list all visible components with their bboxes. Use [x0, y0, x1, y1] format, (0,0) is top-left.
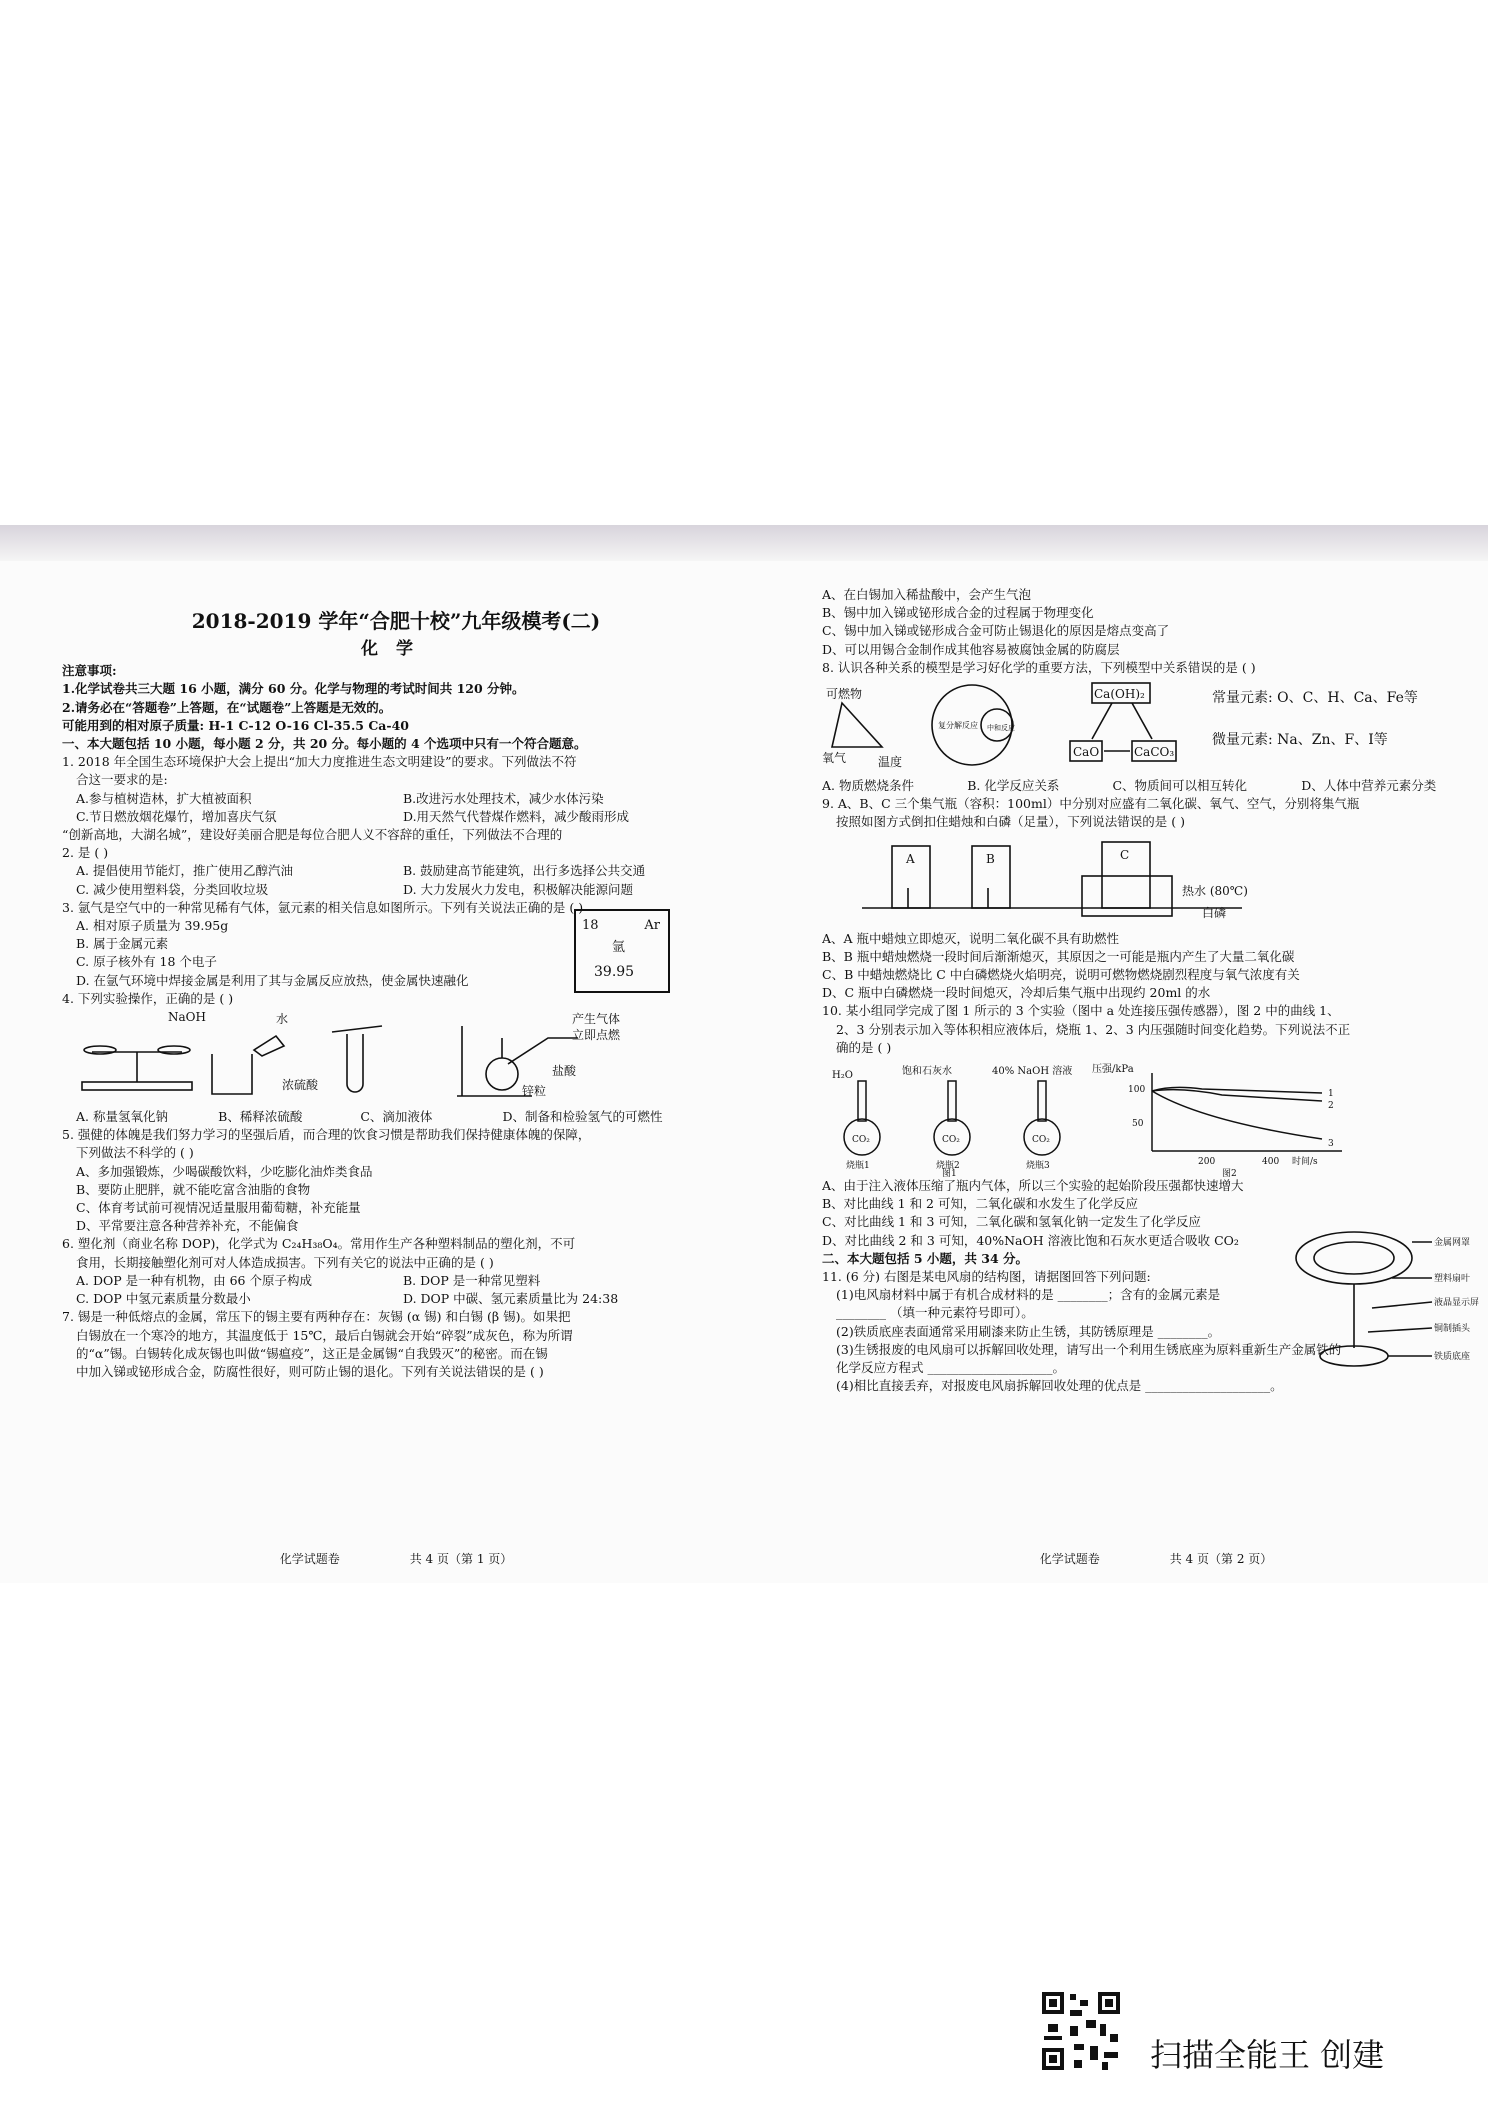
q4-apparatus-figure — [62, 1012, 730, 1104]
question-text: 5. 强健的体魄是我们努力学习的坚强后盾，而合理的饮食习惯是帮助我们保持健康体魄的保障， — [62, 1127, 591, 1143]
co2-label: CO₂ — [852, 1135, 870, 1146]
section-heading: 一、本大题包括 10 小题，每小题 2 分，共 20 分。每小题的 4 个选项中只有一个符合题意。 — [62, 736, 587, 752]
fan-label: 液晶显示屏 — [1434, 1298, 1480, 1309]
question-text: (2)铁质底座表面通常采用刷漆来防止生锈，其防锈原理是 ________。 — [836, 1323, 1221, 1339]
option: B. DOP 是一种常见塑料 — [403, 1272, 541, 1288]
page-1 — [62, 540, 730, 1576]
micro-elements: 微量元素: Na、Zn、F、I等 — [1212, 732, 1388, 749]
option: D、对比曲线 2 和 3 可知，40%NaOH 溶液比饱和石灰水更适合吸收 CO₂ — [822, 1232, 1239, 1248]
option: A. 物质燃烧条件 — [822, 778, 914, 794]
question-text: (1)电风扇材料中属于有机合成材料的是 ________；含有的金属元素是 — [836, 1287, 1221, 1303]
page-footer — [822, 1550, 1488, 1568]
question-text: 8. 认识各种关系的模型是学习好化学的重要方法，下列模型中关系错误的是 ( ) — [822, 659, 1256, 675]
oxygen-label: 氧气 — [822, 751, 847, 766]
zinc-label: 锌粒 — [522, 1084, 547, 1099]
jar-b-label: B — [986, 851, 995, 866]
option: B. 鼓励建高节能建筑，出行多选择公共交通 — [403, 863, 646, 879]
option: A. 提倡使用节能灯，推广使用乙醇汽油 — [76, 863, 293, 879]
co2-label: CO₂ — [1032, 1135, 1050, 1146]
temp-label: 温度 — [878, 755, 903, 770]
option: D、平常要注意各种营养补充，不能偏食 — [76, 1218, 299, 1234]
option: C、锡中加入锑或铋形成合金可防止锡退化的原因是熔点变高了 — [822, 623, 1170, 639]
scanner-watermark: 扫描全能王 创建 — [1150, 2036, 1385, 2074]
inner-circle-label: 中和反应 — [987, 724, 1015, 733]
atomic-mass-line: 可能用到的相对原子质量: H-1 C-12 O-16 Cl-35.5 Ca-40 — [62, 717, 409, 733]
question-text: 的“α”锡。白锡转化成灰锡也叫做“锡瘟疫”，这正是金属锡“自我毁灭”的秘密。而在锡 — [76, 1345, 548, 1361]
option: B. 属于金属元素 — [76, 936, 169, 952]
page-footer — [62, 1550, 730, 1568]
question-text: 白锡放在一个寒冷的地方，其温度低于 15℃，最后白锡就会开始“碎裂”成灰色，称为所谓 — [76, 1327, 573, 1343]
outer-circle-label: 复分解反应 — [938, 721, 978, 731]
flask2-label: 烧瓶2 — [936, 1161, 960, 1172]
question-text: 11. (6 分) 右图是某电风扇的结构图，请据图回答下列问题: — [822, 1269, 1151, 1285]
question-text: 10. 某小组同学完成了图 1 所示的 3 个实验（图中 a 处连接压强传感器），图 2 中的曲线 1、 — [822, 1003, 1340, 1019]
atomic-number: 18 — [582, 918, 599, 934]
macro-elements: 常量元素: O、C、H、Ca、Fe等 — [1212, 690, 1418, 707]
fan-label: 金属网罩 — [1434, 1238, 1471, 1249]
question-text: 2. 是 ( ) — [62, 845, 109, 861]
option: C. 减少使用塑料袋，分类回收垃圾 — [76, 881, 269, 897]
question-text: 合这一要求的是: — [76, 772, 168, 788]
qr-code-icon — [1040, 1990, 1122, 2072]
question-text: (3)生锈报废的电风扇可以拆解回收处理，请写出一个利用生锈底座为原料重新生产金属铁的 — [836, 1341, 1342, 1357]
gas-label: 产生气体 — [572, 1012, 621, 1027]
option: B、对比曲线 1 和 2 可知，二氧化碳和水发生了化学反应 — [822, 1196, 1138, 1212]
page-2 — [822, 540, 1488, 1576]
jar-c-label: C — [1120, 847, 1130, 862]
fig2-label: 图2 — [1222, 1169, 1237, 1180]
question-text: 化学反应方程式 ____________________。 — [836, 1360, 1065, 1376]
caoh2-label: Ca(OH)₂ — [1094, 687, 1145, 702]
question-text: “创新高地，大湖名城”，建设好美丽合肥是每位合肥人义不容辞的重任，下列做法不合理的 — [62, 827, 563, 843]
option: C、物质间可以相互转化 — [1112, 778, 1248, 794]
question-text: 9. A、B、C 三个集气瓶（容积：100ml）中分别对应盛有二氧化碳、氧气、空气，分别将集气瓶 — [822, 796, 1360, 812]
acid-label: 浓硫酸 — [282, 1078, 319, 1093]
option: A.参与植树造林，扩大植被面积 — [76, 790, 252, 806]
question-text: 食用，长期接触塑化剂可对人体造成损害。下列有关它的说法中正确的是 ( ) — [76, 1254, 494, 1270]
notes-title: 注意事项: — [62, 663, 117, 679]
option: A. 称量氢氧化钠 — [76, 1109, 168, 1125]
white-phosphorus-label: 白磷 — [1202, 905, 1227, 920]
option: C.节日燃放烟花爆竹，增加喜庆气氛 — [76, 808, 277, 824]
curve-2-label: 2 — [1328, 1101, 1334, 1112]
fig1-label: 图1 — [942, 1169, 957, 1180]
option: A. DOP 是一种有机物，由 66 个原子构成 — [76, 1272, 312, 1288]
jar-a-label: A — [906, 851, 915, 866]
option: C、对比曲线 1 和 3 可知，二氧化碳和氢氧化钠一定发生了化学反应 — [822, 1214, 1201, 1230]
subject-title: 化学 — [361, 639, 431, 659]
footer-label: 化学试题卷 — [279, 1551, 340, 1566]
note-line: 1.化学试卷共三大题 16 小题，满分 60 分。化学与物理的考试时间共 120 分钟。 — [62, 681, 525, 697]
caco3-label: CaCO₃ — [1134, 745, 1175, 760]
option: A、在白锡加入稀盐酸中，会产生气泡 — [822, 587, 1032, 602]
q10-figure — [822, 1061, 1488, 1180]
option: A、多加强锻炼，少喝碳酸饮料，少吃膨化油炸类食品 — [76, 1163, 373, 1179]
option: C. DOP 中氢元素质量分数最小 — [76, 1291, 251, 1307]
water-label: H₂O — [832, 1070, 853, 1082]
question-text: 2、3 分别表示加入等体积相应液体后，烧瓶 1、2、3 内压强随时间变化趋势。下列说法不正 — [836, 1021, 1351, 1037]
question-text: 中加入锑或铋形成合金，防腐性很好，则可防止锡的退化。下列有关说法错误的是 ( ) — [76, 1363, 544, 1379]
footer-label: 化学试题卷 — [1039, 1551, 1100, 1566]
pressure-axis-label: 压强/kPa — [1092, 1064, 1134, 1076]
question-text: (4)相比直接丢弃，对报废电风扇拆解回收处理的优点是 ____________________。 — [836, 1378, 1283, 1394]
option: B、稀释浓硫酸 — [218, 1109, 303, 1125]
x-tick-400: 400 — [1262, 1157, 1280, 1168]
curve-3-label: 3 — [1328, 1139, 1334, 1150]
q8-models-figure — [822, 681, 1488, 773]
flask1-label: 烧瓶1 — [846, 1161, 870, 1172]
co2-label: CO₂ — [942, 1135, 960, 1146]
element-name: 氩 — [612, 940, 626, 956]
y-tick-100: 100 — [1128, 1085, 1146, 1096]
question-text: 4. 下列实验操作，正确的是 ( ) — [62, 990, 234, 1006]
cao-label: CaO — [1073, 745, 1100, 760]
note-line: 2.请务必在“答题卷”上答题，在“试题卷”上答题是无效的。 — [62, 699, 392, 715]
q9-jars-figure — [822, 836, 1488, 926]
option: C、B 中蜡烛燃烧比 C 中白磷燃烧火焰明亮，说明可燃物燃烧剧烈程度与氧气浓度有关 — [822, 967, 1300, 983]
question-text: 1. 2018 年全国生态环境保护大会上提出“加大力度推进生态文明建设”的要求。下列做法不符 — [62, 754, 577, 770]
curve-1-label: 1 — [1328, 1089, 1334, 1100]
question-text: ________ （填一种元素符号即可）。 — [836, 1305, 1034, 1321]
fan-label: 铜制插头 — [1434, 1324, 1471, 1335]
option: B.改进污水处理技术，减少水体污染 — [403, 790, 604, 806]
section-heading: 二、本大题包括 5 小题，共 34 分。 — [822, 1250, 1029, 1266]
option: B、B 瓶中蜡烛燃烧一段时间后渐渐熄灭，其原因之一可能是瓶内产生了大量二氧化碳 — [822, 948, 1295, 964]
fuel-label: 可燃物 — [826, 687, 863, 702]
exam-title: 2018-2019 学年“合肥十校”九年级模考(二) — [191, 609, 601, 633]
naoh-label: NaOH — [168, 1010, 206, 1025]
fan-label: 铁质底座 — [1434, 1352, 1471, 1363]
flask3-label: 烧瓶3 — [1026, 1161, 1050, 1172]
argon-element-card — [574, 909, 670, 993]
fan-label: 塑料扇叶 — [1434, 1274, 1471, 1285]
option: D. DOP 中碳、氢元素质量比为 24:38 — [403, 1291, 619, 1307]
option: A、A 瓶中蜡烛立即熄灭，说明二氧化碳不具有助燃性 — [822, 930, 1120, 946]
hot-water-label: 热水 (80℃) — [1182, 883, 1248, 898]
option: C、滴加液体 — [360, 1109, 433, 1125]
option: D. 在氩气环境中焊接金属是利用了其与金属反应放热，使金属快速融化 — [76, 972, 469, 988]
gas-jar-illustration — [822, 836, 1488, 926]
option: C. 原子核外有 18 个电子 — [76, 954, 217, 970]
option: D、C 瓶中白磷燃烧一段时间熄灭，冷却后集气瓶中出现约 20ml 的水 — [822, 985, 1211, 1001]
y-tick-50: 50 — [1132, 1119, 1144, 1130]
x-tick-200: 200 — [1198, 1157, 1216, 1168]
page-number: 共 4 页（第 1 页） — [409, 1551, 513, 1566]
option: A、由于注入液体压缩了瓶内气体，所以三个实验的起始阶段压强都快速增大 — [822, 1178, 1244, 1194]
question-text: 3. 氩气是空气中的一种常见稀有气体，氩元素的相关信息如图所示。下列有关说法正确的是 ( ) — [62, 899, 584, 915]
hcl-label: 盐酸 — [552, 1064, 577, 1079]
lab-apparatus-illustration — [62, 1012, 730, 1104]
option: D、制备和检验氢气的可燃性 — [502, 1109, 663, 1125]
question-text: 下列做法不科学的 ( ) — [76, 1145, 194, 1161]
page-number: 共 4 页（第 2 页） — [1169, 1551, 1273, 1566]
option: D、可以用锡合金制作成其他容易被腐蚀金属的防腐层 — [822, 641, 1120, 657]
atomic-mass: 39.95 — [594, 964, 635, 981]
limewater-label: 饱和石灰水 — [902, 1066, 952, 1078]
time-axis-label: 时间/s — [1292, 1157, 1318, 1168]
fan-diagram — [1292, 1228, 1487, 1378]
option: B、锡中加入锑或铋形成合金的过程属于物理变化 — [822, 605, 1094, 621]
option: A. 相对原子质量为 39.95g — [76, 918, 229, 934]
water-label: 水 — [276, 1012, 289, 1027]
naoh-label: 40% NaOH 溶液 — [992, 1066, 1073, 1078]
option: B. 化学反应关系 — [967, 778, 1060, 794]
option: D.用天然气代替煤作燃料，减少酸雨形成 — [403, 808, 630, 824]
element-symbol: Ar — [644, 918, 660, 934]
option: B、要防止肥胖，就不能吃富含油脂的食物 — [76, 1181, 311, 1197]
option: D、人体中营养元素分类 — [1301, 778, 1437, 794]
question-text: 确的是 ( ) — [836, 1039, 892, 1055]
option: D. 大力发展火力发电，积极解决能源问题 — [403, 881, 634, 897]
ignite-label: 立即点燃 — [572, 1028, 621, 1043]
question-text: 6. 塑化剂（商业名称 DOP)，化学式为 C₂₄H₃₈O₄。常用作生产各种塑料制品的塑化剂，不可 — [62, 1236, 576, 1252]
option: C、体育考试前可视情况适量服用葡萄糖，补充能量 — [76, 1200, 361, 1216]
question-text: 按照如图方式倒扣住蜡烛和白磷（足量），下列说法错误的是 ( ) — [836, 814, 1185, 830]
question-text: 7. 锡是一种低熔点的金属，常压下的锡主要有两种存在：灰锡 (α 锡) 和白锡 (β 锡)。如果把 — [62, 1309, 571, 1325]
